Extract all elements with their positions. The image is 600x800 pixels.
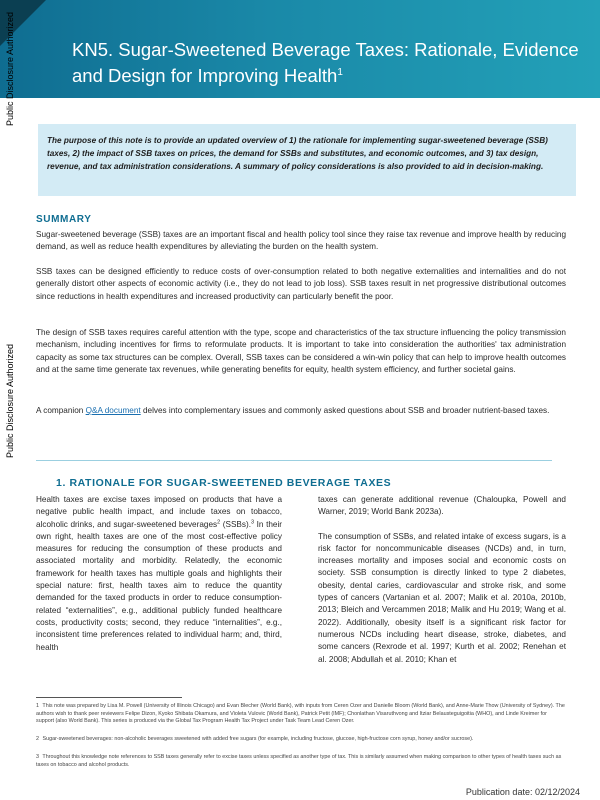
section-1-right-paragraph-1: taxes can generate additional revenue (Chaloupka, Powell and Warner, 2019; World Bank 2023a). [318,495,566,517]
section-1-right-column [318,494,566,678]
section-1-heading: 1. RATIONALE FOR SUGAR-SWEETENED BEVERAGE TAXES [56,477,392,489]
section-divider [36,460,552,461]
summary-paragraph-2: SSB taxes can be designed efficiently to reduce costs of over-consumption related to both negative externalities and internalities and do not generally distort other aspects of economic activity (i.e., they do not lead to job loss). SSB taxes result in net progressive distributional outcomes since reductions in health expenditures and increased productivity can particularly benefit the poor. [36,267,566,301]
section-1-left-column [36,494,282,666]
summary-paragraph-3: The design of SSB taxes requires careful attention with the type, scope and characteristics of the tax structure influencing the policy transmission mechanism, including incentives for firms to reformulate products. It is important to take into consideration the authorities' tax administration capacity as some tax structures can be complex. Overall, SSB taxes can be considered a win-win policy that can help to improve health outcomes and at the same time generate tax revenues, while generating benefits for equity, health system efficiency, and further societal gains. [36,328,566,374]
purpose-box [38,124,576,196]
title-footnote-ref[interactable]: 1 [337,67,343,78]
footnote-ref-3[interactable]: 3 [250,518,255,525]
section-1-left-paragraph: Health taxes are excise taxes imposed on products that have a negative public health impact, and include taxes on tobacco, alcoholic drinks, and sugar-sweetened beverages$^2$ (SSBs).$^3$ In their own right, health taxes are one of the most cost-effective policy measures for reducing the consumption of these products and associated mortality and morbidity. Relatedly, the economic framework for health taxes has multiple goals and highlights their special nature: first, health taxes aim to reduce the quantity demanded for the taxed products in order to reduce consumption-related “externalities”, e.g., additional publicly funded healthcare costs, productivity costs; second, they reduce “internalities”, e.g., inconsistent time preferences related to individual harm; and, third, health [36,495,282,652]
disclosure-label-top: Public Disclosure Authorized [5,11,15,126]
section-1-right-paragraph-2: The consumption of SSBs, and related intake of excess sugars, is a risk factor for noncommunicable diseases (NCDs) and, in turn, increases mortality and imposes social and economic costs on society. SSB consumption is directly linked to type 2 diabetes, obesity, dental caries, cardiovascular and stroke risk, and some types of cancers (Vartanian et al. 2007; Malik et al. 2010a, 2010b, 2013; Bleich and Vercammen 2018; Malik and Hu 2019; Wang et al. 2022). Additionally, obesity itself is a significant risk factor for numerous NCDs including heart disease, stroke, diabetes, and some cancers (Rexrode et al. 1997; Kurth et al. 2002; Renehan et al. 2008; Abdullah et al. 2010; Khan et [318,531,566,664]
summary-paragraph-1: Sugar-sweetened beverage (SSB) taxes are an important fiscal and health policy tool since they raise tax revenue and improve health by reducing demand, as well as reduce health expenditures by alleviating the burden on the health system. [36,230,566,252]
footnote-ref-2[interactable]: 2 [217,518,221,525]
publication-date: Publication date: 02/12/2024 [465,787,580,797]
footnote-3: 3 Throughout this knowledge note references to SSB taxes generally refer to excise taxes unless specified as another type of tax. This is similarly assumed when making comparison to other types of health taxes such as taxes on tobacco and alcohol products. [36,754,562,768]
purpose-text: The purpose of this note is to provide an updated overview of 1) the rationale for implementing sugar-sweetened beverage (SSB) taxes, 2) the impact of SSB taxes on prices, the demand for SSBs and substitutes, and economic outcomes, and 3) tax design, revenue, and tax administration considerations. A summary of policy considerations is also provided to aid in decision-making. [47,136,548,171]
qa-document-link[interactable]: Q&A document [85,406,141,415]
footnote-1: 1 This note was prepared by Lisa M. Powell (University of Illinois Chicago) and Evan Blecher (World Bank), with inputs from Ceren Ozer and Danielle Bloom (World Bank), and Anne-Marie Thow (University of Sydney). The authors wish to thank peer reviewers Felipe Dizon, Kyoko Shibata Okamura, and Violeta Vulovic (World Bank), Patrick Petit (IMF); Chonlathan Visaruthvong and Itziar Belausteguigoitia (WHO), and Linde Kreimer for support (also World Bank). This series is produced via the Global Tax Program Health Tax Project under Task Team Lead Ceren Ozer. [36,703,565,725]
title-banner [0,0,600,98]
summary-heading: SUMMARY [36,214,92,225]
disclosure-label-middle: Public Disclosure Authorized [5,343,15,458]
footnote-separator [36,697,182,698]
document-title: KN5. Sugar-Sweetened Beverage Taxes: Rationale, Evidence and Design for Improving Health$^1$ [72,39,579,87]
summary-paragraph-4: A companion Q&A document delves into complementary issues and commonly asked questions about SSB and broader nutrient-based taxes. [36,406,550,415]
footnote-2: 2 Sugar-sweetened beverages: non-alcoholic beverages sweetened with added free sugars (for example, including fructose, glucose, high-fructose corn syrup, honey and/or sucrose). [36,736,474,742]
